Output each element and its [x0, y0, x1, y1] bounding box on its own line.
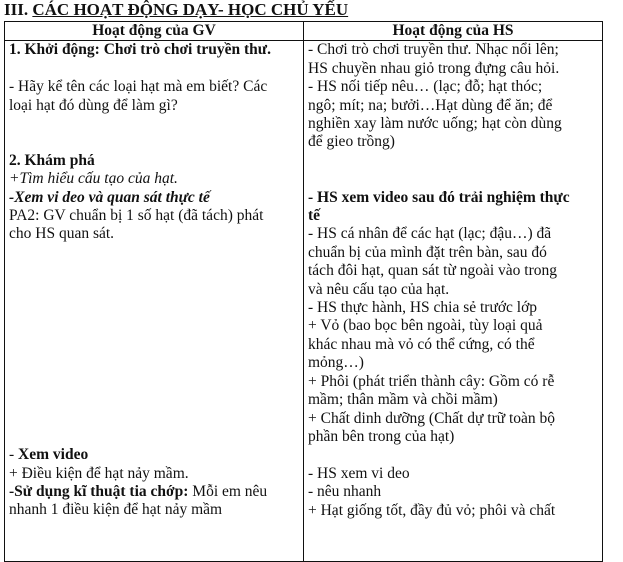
hs-line: + Vỏ (bao bọc bên ngoài, tùy loại quả	[308, 317, 543, 335]
hs-line: mầm; thân mầm và chồi mầm)	[308, 391, 498, 409]
spacer	[9, 317, 299, 335]
hs-line: - Chơi trò chơi truyền thư. Nhạc nổi lên;	[308, 41, 559, 59]
spacer	[9, 299, 299, 317]
gv-explore-pa2-line-2: cho HS quan sát.	[9, 225, 115, 243]
gv-explore-subheading: +Tìm hiểu cấu tạo của hạt.	[9, 170, 178, 188]
spacer	[9, 391, 299, 409]
gv-warmup-question-line-2: loại hạt đó dùng để làm gì?	[9, 96, 178, 114]
gv-technique-line-1: -Sử dụng kĩ thuật tia chớp: Mỗi em nêu	[9, 482, 268, 500]
hs-line: - HS thực hành, HS chia sẻ trước lớp	[308, 299, 538, 317]
spacer	[308, 152, 598, 170]
gv-explore-heading: 2. Khám phá	[9, 151, 95, 169]
section-title-text: CÁC HOẠT ĐỘNG DẠY- HỌC CHỦ YẾU	[32, 0, 349, 19]
spacer	[9, 373, 299, 391]
hs-line: - HS xem vi deo	[308, 464, 410, 482]
activities-table	[4, 21, 603, 562]
gv-warmup-heading: 1. Khởi động: Chơi trò chơi truyền thư.	[9, 41, 271, 59]
table-body-row	[5, 41, 603, 562]
hs-video-heading: - HS xem video sau đó trải nghiệm thực	[308, 188, 570, 206]
table-header-row	[5, 22, 603, 41]
section-title	[4, 0, 348, 20]
hs-line: ngô; mít; na; bưởi…Hạt dùng để ăn; để	[308, 96, 553, 114]
spacer	[9, 336, 299, 354]
teacher-activities-cell	[5, 41, 304, 562]
gv-technique-line-2: nhanh 1 điều kiện để hạt nảy mầm	[9, 501, 223, 519]
spacer	[9, 354, 299, 372]
spacer	[9, 409, 299, 427]
spacer	[9, 262, 299, 280]
spacer	[9, 133, 299, 151]
section-roman-numeral: III.	[4, 0, 29, 19]
hs-video-heading-cont: tế	[308, 207, 321, 225]
gv-video-heading: - Xem video	[9, 446, 89, 464]
hs-line: chuẩn bị của mình đặt trên bàn, sau đó	[308, 243, 547, 261]
gv-germination-condition: + Điều kiện để hạt nảy mầm.	[9, 464, 189, 482]
spacer	[9, 281, 299, 299]
hs-line: - HS nối tiếp nêu… (lạc; đỗ; hạt thóc;	[308, 78, 543, 96]
hs-line: tách đôi hạt, quan sát từ ngoài vào trong	[308, 262, 558, 280]
spacer	[308, 170, 598, 188]
hs-line: khác nhau mà vỏ có thể cứng, có thể	[308, 335, 535, 353]
hs-line: - nêu nhanh	[308, 483, 382, 501]
spacer	[9, 428, 299, 446]
gv-explore-video: -Xem vi deo và quan sát thực tế	[9, 188, 210, 206]
hs-line: + Chất dinh dưỡng (Chất dự trữ toàn bộ	[308, 409, 556, 427]
header-student-activities: Hoạt động của HS	[304, 22, 603, 41]
spacer	[9, 244, 299, 262]
hs-line: HS chuyền nhau giỏ trong đựng câu hỏi.	[308, 59, 560, 77]
spacer	[9, 115, 299, 133]
hs-line: nghiền xay làm nước uống; hạt còn dùng	[308, 115, 562, 133]
hs-line: để gieo trồng)	[308, 133, 395, 151]
hs-line: + Phôi (phát triển thành cây: Gồm có rễ	[308, 372, 555, 390]
header-teacher-activities: Hoạt động của GV	[5, 22, 304, 41]
hs-line: và nêu cấu tạo của hạt.	[308, 280, 450, 298]
student-activities-cell	[304, 41, 603, 562]
spacer	[308, 446, 598, 464]
spacer	[9, 60, 299, 78]
hs-line: phần bên trong của hạt)	[308, 427, 455, 445]
hs-line: - HS cá nhân để các hạt (lạc; đậu…) đã	[308, 225, 552, 243]
hs-line: mỏng…)	[308, 354, 364, 372]
hs-line: + Hạt giống tốt, đầy đủ vỏ; phôi và chất	[308, 501, 556, 519]
gv-explore-pa2-line-1: PA2: GV chuẩn bị 1 số hạt (đã tách) phát	[9, 207, 264, 225]
gv-warmup-question-line-1: - Hãy kể tên các loại hạt mà em biết? Các	[9, 78, 268, 96]
